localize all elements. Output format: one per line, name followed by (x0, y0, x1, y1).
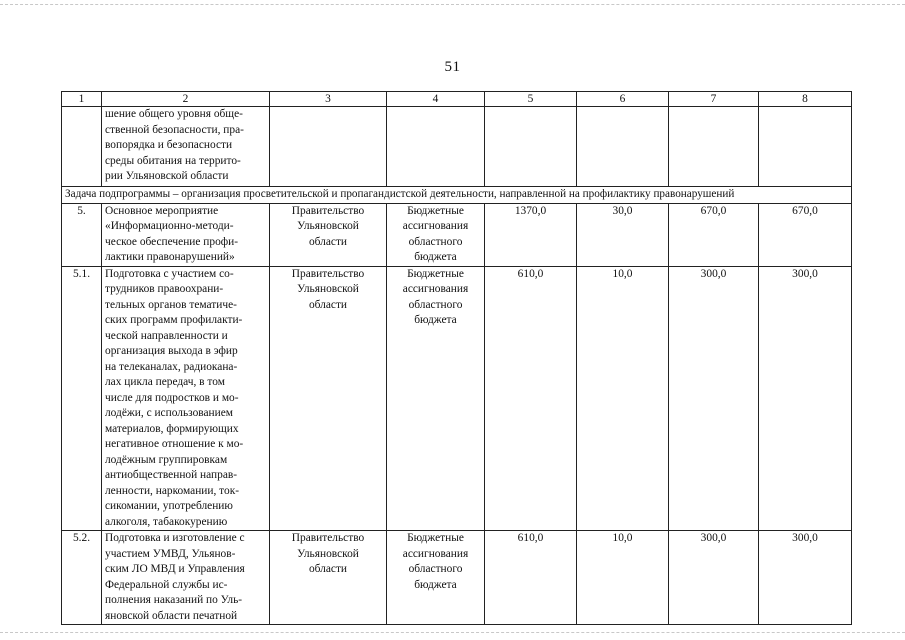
amount-year: 300,0 (759, 266, 852, 531)
text-line: шение общего уровня обще- (105, 108, 243, 120)
executor (270, 266, 387, 531)
empty-cell (669, 107, 759, 187)
text-line: алкоголя, табакокурению (105, 515, 228, 528)
empty-cell (270, 107, 387, 187)
amount-total: 610,0 (485, 531, 577, 625)
text-line: сикомании, употреблению (105, 500, 233, 512)
text-line: рии Ульяновской области (105, 170, 229, 182)
text-line: бюджета (414, 314, 457, 326)
continuation-text (102, 107, 270, 187)
table-row (62, 203, 852, 266)
measure-description (102, 266, 270, 531)
column-number: 6 (577, 92, 669, 107)
column-number: 1 (62, 92, 102, 107)
text-line: области (308, 235, 348, 248)
text-line: Ульяновской (297, 220, 359, 232)
text-line: ским ЛО МВД и Управления (105, 563, 245, 575)
page-number: 51 (444, 59, 461, 75)
text-line: Бюджетные (407, 532, 464, 544)
measure-description (102, 203, 270, 266)
continuation-row (62, 107, 852, 187)
text-line: Ульяновской (297, 283, 359, 295)
program-table (61, 91, 852, 625)
column-number-row (62, 92, 852, 107)
funding-source (387, 203, 485, 266)
text-line: Основное мероприятие (105, 204, 219, 217)
text-line: полнения наказаний по Уль- (105, 594, 243, 606)
amount-total: 1370,0 (485, 203, 577, 266)
amount-year: 300,0 (669, 531, 759, 625)
empty-cell (759, 107, 852, 187)
executor (270, 203, 387, 266)
funding-source (387, 266, 485, 531)
text-line: организация выхода в эфир (105, 345, 238, 357)
text-line: Подготовка с участием со- (105, 267, 234, 280)
text-line: Подготовка и изготовление с (105, 532, 245, 544)
text-line: Правительство (291, 204, 365, 217)
empty-cell (577, 107, 669, 187)
text-line: ственной безопасности, пра- (105, 123, 244, 136)
amount-year: 10,0 (577, 266, 669, 531)
text-line: числе для подростков и мо- (105, 391, 239, 404)
text-line: ассигнования (402, 283, 469, 295)
text-line: антиобщественной направ- (105, 469, 238, 481)
text-line: участием УМВД, Ульянов- (105, 547, 236, 560)
text-line: тельных органов тематиче- (105, 298, 237, 311)
empty-cell (387, 107, 485, 187)
text-line: трудников правоохрани- (105, 283, 224, 295)
text-line: яновской области печатной (105, 609, 238, 622)
text-line: ленности, наркомании, ток- (105, 484, 240, 497)
text-line: вопорядка и безопасности (105, 139, 233, 151)
amount-year: 300,0 (669, 266, 759, 531)
text-line: области (308, 563, 348, 575)
amount-year: 30,0 (577, 203, 669, 266)
amount-year: 670,0 (669, 203, 759, 266)
table-row (62, 531, 852, 625)
task-row (62, 187, 852, 204)
text-line: материалов, формирующих (105, 422, 239, 435)
column-number: 7 (669, 92, 759, 107)
funding-source (387, 531, 485, 625)
text-line: ассигнования (402, 547, 469, 560)
column-number: 2 (102, 92, 270, 107)
text-line: лодёжи, с использованием (105, 407, 234, 419)
text-line: бюджета (414, 578, 457, 591)
text-line: Бюджетные (407, 267, 464, 280)
row-number: 5. (62, 203, 102, 266)
text-line: негативное отношение к мо- (105, 438, 244, 450)
empty-cell (62, 107, 102, 187)
measure-description (102, 531, 270, 625)
text-line: Бюджетные (407, 204, 464, 217)
amount-year: 300,0 (759, 531, 852, 625)
column-number: 8 (759, 92, 852, 107)
text-line: областного (408, 235, 463, 248)
text-line: Ульяновской (297, 547, 359, 560)
subprogram-task: Задача подпрограммы – организация просветительской и пропагандистской деятельности, направленной на профилактику правонарушений (62, 187, 852, 204)
row-number: 5.2. (62, 531, 102, 625)
text-line: Правительство (291, 532, 365, 544)
text-line: «Информационно-методи- (105, 220, 234, 232)
text-line: ческое обеспечение профи- (105, 235, 239, 248)
table-row (62, 266, 852, 531)
text-line: лодёжным группировкам (105, 453, 228, 466)
text-line: Правительство (291, 267, 365, 280)
amount-year: 10,0 (577, 531, 669, 625)
text-line: Федеральной службы ис- (105, 578, 228, 591)
text-line: среды обитания на террито- (105, 154, 241, 167)
text-line: на телеканалах, радиокана- (105, 360, 238, 373)
text-line: бюджета (414, 251, 457, 263)
executor (270, 531, 387, 625)
page-bottom-edge (0, 632, 905, 633)
text-line: областного (408, 563, 463, 575)
column-number: 4 (387, 92, 485, 107)
text-line: области (308, 298, 348, 311)
text-line: ских программ профилакти- (105, 314, 243, 326)
row-number: 5.1. (62, 266, 102, 531)
amount-total: 610,0 (485, 266, 577, 531)
amount-year: 670,0 (759, 203, 852, 266)
empty-cell (485, 107, 577, 187)
text-line: лактики правонарушений» (105, 251, 235, 263)
column-number: 5 (485, 92, 577, 107)
text-line: лах цикла передач, в том (105, 376, 225, 388)
text-line: ассигнования (402, 220, 469, 232)
column-number: 3 (270, 92, 387, 107)
text-line: областного (408, 298, 463, 311)
page-top-edge (0, 4, 905, 5)
text-line: ческой направленности и (105, 329, 228, 342)
